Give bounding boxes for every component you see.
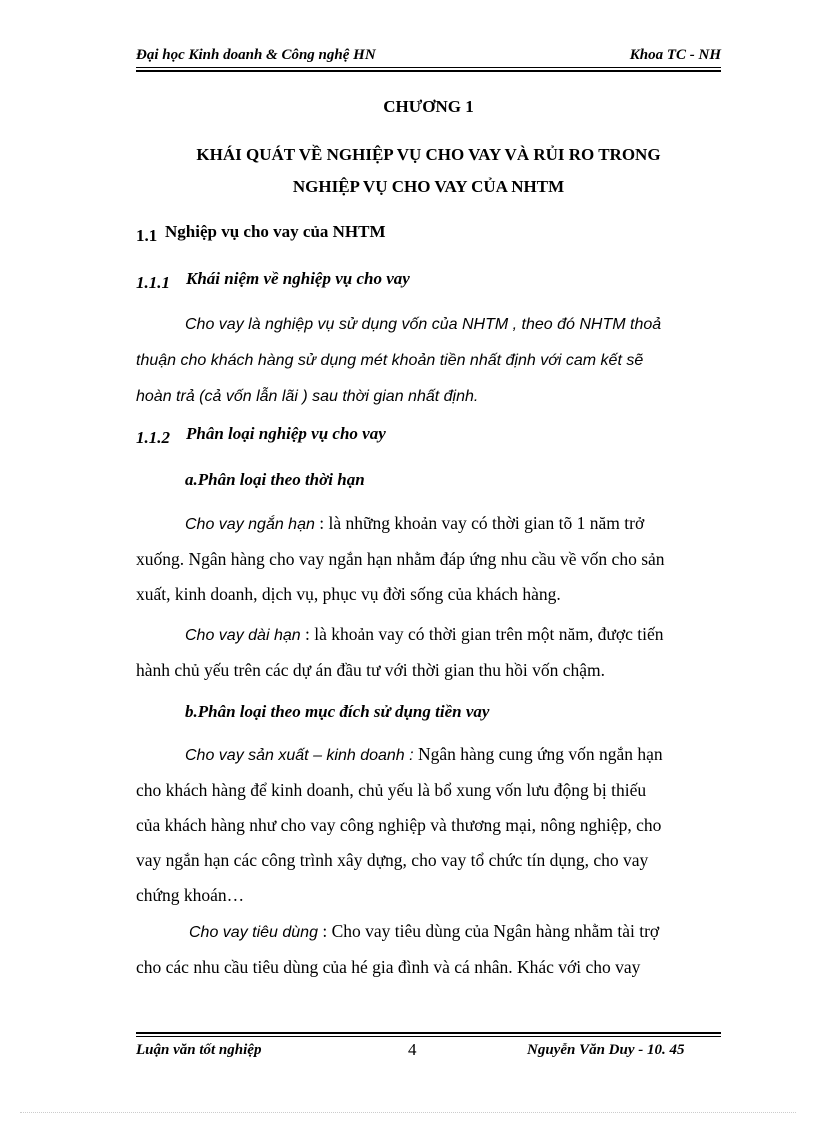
header-rule-thin [136, 67, 721, 68]
paragraph-business-loan: Cho vay sản xuất – kinh doanh : Ngân hàng cung ứng vốn ngắn hạn cho khách hàng để kinh doanh, chủ yếu là bổ xung vốn lưu động bị thiếu của khách hàng như cho vay công nghiệp và thương mại, nông nghiệp, cho vay ngắn hạn các công trình xây dựng, cho vay tổ chức tín dụng, cho vay chứng khoán… [136, 744, 663, 905]
section-1-1-1-number: 1.1.1 [136, 273, 170, 292]
section-1-1-title: Nghiệp vụ cho vay của NHTM [165, 222, 386, 241]
term-business: Cho vay sản xuất – kinh doanh : [185, 747, 414, 764]
footer-rule-thin [136, 1036, 721, 1037]
term-consumer: Cho vay tiêu dùng [189, 924, 318, 941]
footer-thesis-label: Luận văn tốt nghiệp [136, 1042, 262, 1058]
subheading-by-term: a.Phân loại theo thời hạn [185, 470, 365, 489]
footer-author: Nguyễn Văn Duy - 10. 45 [527, 1042, 685, 1058]
header-university: Đại học Kinh doanh & Công nghệ HN [136, 47, 376, 63]
section-1-1-2-number: 1.1.2 [136, 428, 170, 447]
section-1-1-1-title: Khái niệm về nghiệp vụ cho vay [186, 269, 410, 288]
page-edge-divider [20, 1112, 796, 1113]
page-header [136, 47, 721, 67]
chapter-label: CHƯƠNG 1 [383, 97, 474, 116]
chapter-title-line1: KHÁI QUÁT VỀ NGHIỆP VỤ CHO VAY VÀ RỦI RO TRONG [196, 145, 661, 164]
paragraph-consumer-loan: Cho vay tiêu dùng : Cho vay tiêu dùng của Ngân hàng nhằm tài trợ cho các nhu cầu tiêu dùng của hé gia đình và cá nhân. Khác với cho vay [136, 921, 660, 977]
section-1-1-2-title: Phân loại nghiệp vụ cho vay [186, 424, 386, 443]
page-number: 4 [408, 1040, 417, 1059]
footer-rule-thick [136, 1032, 721, 1034]
term-long: Cho vay dài hạn [185, 627, 301, 644]
chapter-title-line2: NGHIỆP VỤ CHO VAY CỦA NHTM [292, 177, 565, 196]
paragraph-long-term: Cho vay dài hạn : là khoản vay có thời gian trên một năm, được tiến hành chủ yếu trên các dự án đầu tư với thời gian thu hồi vốn chậm. [136, 624, 664, 680]
header-faculty: Khoa TC - NH [629, 47, 721, 63]
section-1-1-number: 1.1 [136, 226, 158, 245]
header-rule-thick [136, 70, 721, 72]
paragraph-definition: Cho vay là nghiệp vụ sử dụng vốn của NHTM , theo đó NHTM thoả thuận cho khách hàng sử dụng mét khoản tiền nhất định với cam kết sẽ hoàn trả (cả vốn lẫn lãi ) sau thời gian nhất định. [136, 316, 662, 405]
term-short: Cho vay ngắn hạn [185, 516, 315, 533]
subheading-by-purpose: b.Phân loại theo mục đích sử dụng tiền vay [185, 702, 490, 721]
paragraph-short-term: Cho vay ngắn hạn : là những khoản vay có thời gian tõ 1 năm trở xuống. Ngân hàng cho vay ngắn hạn nhằm đáp ứng nhu cầu về vốn cho sản xuất, kinh doanh, dịch vụ, phục vụ đời sống của khách hàng. [136, 513, 665, 604]
